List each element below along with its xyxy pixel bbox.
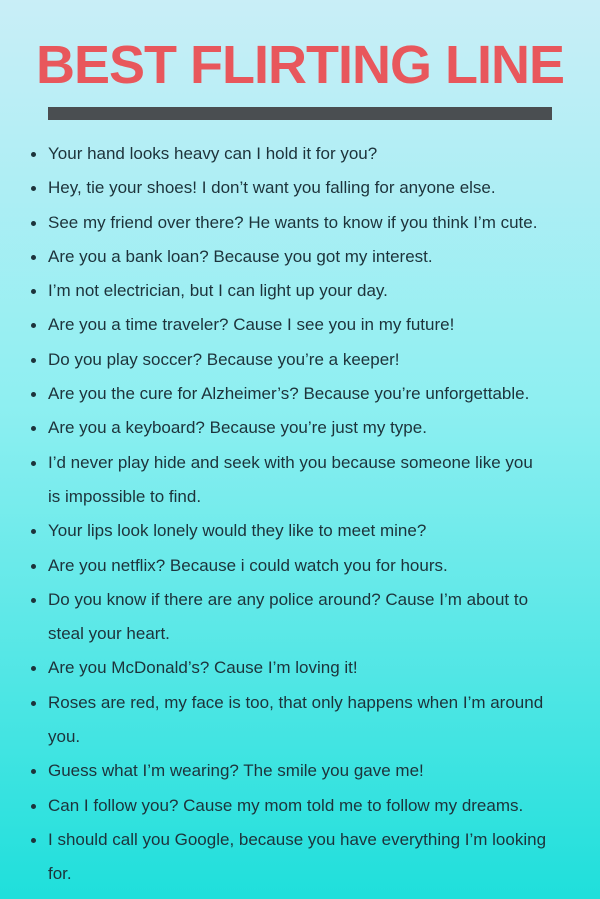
line-text: Are you a bank loan? Because you got my interest. bbox=[48, 246, 433, 266]
list-item bbox=[0, 274, 600, 308]
line-text: I’m not electrician, but I can light up your day. bbox=[48, 281, 388, 301]
bullet-icon bbox=[31, 186, 36, 191]
flirting-lines-list bbox=[0, 137, 600, 892]
line-text: Hey, tie your shoes! I don’t want you falling for anyone else. bbox=[48, 178, 496, 198]
bullet-icon bbox=[31, 804, 36, 809]
bullet-icon bbox=[31, 426, 36, 431]
line-text: Are you the cure for Alzheimer’s? Because you’re unforgettable. bbox=[48, 384, 530, 404]
line-text: Are you a keyboard? Because you’re just my type. bbox=[48, 418, 427, 438]
bullet-icon bbox=[31, 221, 36, 226]
line-text: Guess what I’m wearing? The smile you gave me! bbox=[48, 761, 424, 781]
line-text: See my friend over there? He wants to know if you think I’m cute. bbox=[48, 212, 538, 232]
bullet-icon bbox=[31, 461, 36, 466]
list-item bbox=[0, 651, 600, 685]
list-item bbox=[0, 514, 600, 548]
line-text: Your lips look lonely would they like to meet mine? bbox=[48, 521, 427, 541]
list-item bbox=[0, 377, 600, 411]
list-item bbox=[0, 206, 600, 240]
list-item bbox=[0, 549, 600, 583]
bullet-icon bbox=[31, 529, 36, 534]
bullet-icon bbox=[31, 838, 36, 843]
list-item bbox=[0, 754, 600, 788]
title-underline-bar bbox=[48, 107, 552, 120]
line-text: Can I follow you? Cause my mom told me to follow my dreams. bbox=[48, 795, 524, 815]
list-item bbox=[0, 411, 600, 445]
line-text: Do you play soccer? Because you’re a keeper! bbox=[48, 349, 400, 369]
bullet-icon bbox=[31, 564, 36, 569]
line-text: Roses are red, my face is too, that only happens when I’m around you. bbox=[48, 692, 544, 747]
bullet-icon bbox=[31, 392, 36, 397]
list-item bbox=[0, 583, 600, 652]
list-item bbox=[0, 789, 600, 823]
poster-title: BEST FLIRTING LINE bbox=[36, 35, 564, 95]
list-item bbox=[0, 686, 600, 755]
list-item bbox=[0, 343, 600, 377]
line-text: I’d never play hide and seek with you because someone like you is impossible to find. bbox=[48, 452, 533, 506]
list-item bbox=[0, 137, 600, 171]
list-item bbox=[0, 171, 600, 205]
line-text: Your hand looks heavy can I hold it for you? bbox=[48, 144, 378, 163]
bullet-icon bbox=[31, 598, 36, 603]
line-text: Do you know if there are any police around? Cause I’m about to steal your heart. bbox=[48, 589, 529, 644]
line-text: Are you McDonald’s? Cause I’m loving it! bbox=[48, 658, 358, 678]
list-item bbox=[0, 240, 600, 274]
bullet-icon bbox=[31, 289, 36, 294]
bullet-icon bbox=[31, 769, 36, 774]
line-text: Are you a time traveler? Cause I see you in my future! bbox=[48, 315, 455, 335]
line-text: Are you netflix? Because i could watch you for hours. bbox=[48, 555, 448, 575]
list-item bbox=[0, 446, 600, 515]
bullet-icon bbox=[31, 152, 36, 157]
line-text: I should call you Google, because you have everything I’m looking for. bbox=[48, 829, 547, 884]
bullet-icon bbox=[31, 255, 36, 260]
bullet-icon bbox=[31, 701, 36, 706]
bullet-icon bbox=[31, 358, 36, 363]
list-item bbox=[0, 308, 600, 342]
bullet-icon bbox=[31, 666, 36, 671]
bullet-icon bbox=[31, 323, 36, 328]
list-item bbox=[0, 823, 600, 892]
